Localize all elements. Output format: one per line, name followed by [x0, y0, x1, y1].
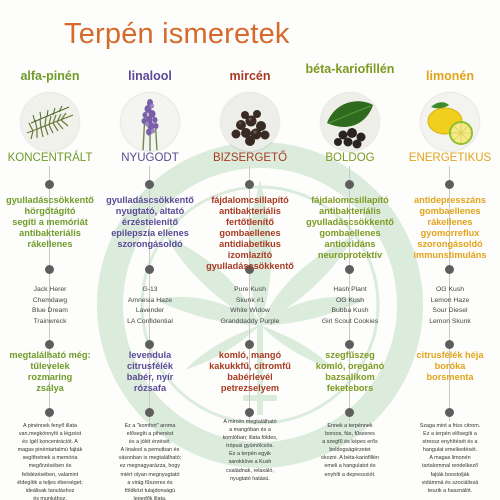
property-item: antibakteriális [219, 206, 281, 216]
source-item: boróka [434, 361, 466, 371]
property-item: szorongásoldó [117, 239, 183, 249]
description-line: felidézésében, valamint [21, 471, 79, 478]
description-line: stressz enyhítését és a [422, 439, 478, 446]
sources-list [300, 350, 400, 394]
effect-label: BIZSERGETŐ [212, 152, 288, 164]
description-line: elősegíti a pihenést [126, 431, 174, 438]
strain-item: Jack Herer [33, 286, 67, 293]
timeline-dot [145, 340, 154, 349]
source-item: citrusfélék [127, 361, 173, 371]
property-item: gyulladáscsökkentő [206, 261, 294, 271]
description-text [103, 422, 197, 500]
terpene-name-limonen: limonén [426, 69, 474, 83]
property-item: fertőtlenítő [226, 217, 274, 227]
description-line: boldogságérzetet [329, 447, 371, 454]
property-item: epilepszia ellenes [111, 228, 189, 238]
property-item: neuroprotektív [317, 250, 383, 260]
description-line: van,megkönnyíti a légzést [18, 431, 82, 438]
timeline-dot [45, 180, 54, 189]
property-item: szorongásoldó [417, 239, 483, 249]
description-line: borsos, fás, fűszeres [325, 431, 375, 438]
property-item: gyomorreflux [420, 228, 480, 238]
strains-list [200, 285, 300, 327]
source-item: levendula [128, 350, 172, 360]
properties-list [300, 195, 400, 261]
source-item: komló, oregánó [315, 361, 385, 371]
property-item: nyugtató, altató [115, 206, 185, 216]
description-line: és ígél koncentrációt. A [22, 439, 78, 446]
strain-item: Trainwreck [33, 317, 67, 325]
property-item: antibakteriális [319, 206, 381, 216]
property-item: antidepresszáns [414, 195, 486, 205]
peppercorn-icon [221, 93, 279, 151]
description-line: és a jólét érzését. [128, 439, 172, 446]
rosemary-icon [21, 93, 79, 151]
timeline-dot [45, 340, 54, 349]
timeline-dot [245, 180, 254, 189]
description-text [403, 422, 497, 495]
strain-item: OG Kush [336, 296, 364, 304]
source-item: zsálya [36, 383, 64, 393]
property-item: antioxidáns [324, 239, 376, 249]
timeline-dot [45, 265, 54, 274]
description-line: Szaga mint a friss citrom. [419, 423, 481, 429]
description-line: vásonban is megtalálható; [118, 455, 182, 462]
strain-item: Lemon Haze [430, 296, 470, 304]
terpene-name-mircen: mircén [229, 69, 271, 83]
strain-item: Skunk #1 [235, 296, 265, 304]
description-line: a virág fűszeres és [127, 479, 173, 486]
description-line: a szegfű és képes erős [322, 439, 378, 446]
description-line: lepedők illata. [133, 495, 167, 500]
source-item: szegfűszeg [325, 350, 375, 360]
timeline-dot [445, 408, 454, 417]
source-item: babér, nyír [126, 372, 174, 382]
description-line: A mircén megtalálható [223, 419, 277, 425]
timeline-dot [445, 340, 454, 349]
source-item: tűlevelek [30, 361, 70, 371]
terpene-name-beta-kariofillen: béta-kariofillén [305, 62, 395, 76]
property-item: érzéstelenítő [121, 217, 179, 227]
black-pepper-leaf-icon [321, 93, 379, 151]
property-item: segíti a memóriát [12, 217, 88, 227]
property-item: gombaellenes [219, 228, 281, 238]
description-line: hangulat emelkedését. [422, 447, 478, 454]
strain-item: Lavender [135, 307, 165, 314]
lavender-icon [121, 93, 179, 151]
strain-item: LA Confidential [127, 317, 173, 325]
property-item: gyulladáscsökkentő [106, 195, 194, 205]
description-line: komlóban; illata földes, [222, 435, 278, 442]
timeline-dot [445, 180, 454, 189]
description-line: sarokköve a Kush [228, 459, 272, 466]
strain-item: OG Kush [436, 286, 464, 293]
properties-list [200, 195, 300, 272]
effect-label: KONCENTRÁLT [7, 152, 93, 164]
timeline-dot [345, 180, 354, 189]
effect-label: BOLDOG [325, 152, 375, 164]
strain-item: G-13 [142, 286, 158, 293]
strain-item: Girl Scout Cookies [321, 317, 379, 325]
source-item: borsmenta [426, 372, 474, 382]
description-text [303, 422, 397, 479]
timeline-dot [445, 265, 454, 274]
timeline-dot [145, 408, 154, 417]
strain-item: Sour Diesel [432, 307, 468, 314]
effect-label: ENERGETIKUS [408, 152, 492, 164]
description-line: A magas limonén [429, 455, 471, 462]
property-item: fájdalomcsillapító [311, 195, 389, 205]
description-line: segíthetnek a memória [22, 455, 78, 462]
description-line: okozni. A béta-kariofillén [320, 455, 380, 462]
strain-item: Pure Kush [234, 286, 266, 293]
property-item: fájdalomcsillapító [211, 195, 289, 205]
description-line: tartalommal rendelkező [421, 463, 479, 470]
lemon-lime-icon [421, 93, 479, 151]
strain-item: Blue Dream [32, 307, 68, 314]
page-title: Terpén ismeretek [64, 18, 290, 50]
source-item: megtalálható még: [9, 350, 91, 360]
terpene-image [421, 93, 479, 151]
description-line: megőrzésében és [28, 463, 72, 470]
property-item: gombaellenes [419, 206, 481, 216]
property-item: rákellenes [427, 217, 473, 227]
source-item: rozmaring [27, 372, 73, 382]
source-item: citrusfélék héja [416, 350, 484, 360]
properties-list [100, 195, 200, 250]
description-line: ez megnagyarázza, hogy [119, 463, 181, 470]
property-item: antibakteriális [19, 228, 81, 238]
description-line: nyugtató hatású. [230, 475, 270, 482]
strain-item: White Widow [230, 307, 270, 314]
effect-label: NYUGODT [121, 152, 179, 164]
description-line: a mangóban és a [229, 427, 271, 434]
sources-list [400, 350, 500, 383]
timeline-dot [45, 408, 54, 417]
description-line: fajták boostolják [430, 471, 470, 478]
strain-item: Chemdawg [32, 296, 68, 304]
source-item: rózsafa [133, 383, 167, 393]
description-line: ideálisak tanuláshoz [25, 487, 75, 494]
source-item: feketebors [326, 383, 374, 393]
timeline-dot [145, 265, 154, 274]
strain-item: Lemon Skunk [429, 317, 471, 325]
description-line: enyhíti a depressziót. [324, 471, 376, 478]
property-item: gyulladáscsökkentő [306, 217, 394, 227]
strain-item: Amnesia Haze [127, 296, 173, 304]
timeline-dot [145, 180, 154, 189]
terpene-image [221, 93, 279, 151]
strain-item: Bubba Kush [331, 307, 369, 314]
description-line: Ez a "komfort" aroma [124, 423, 176, 429]
property-item: gombaellenes [319, 228, 381, 238]
terpene-image [321, 93, 379, 151]
description-text [3, 422, 97, 500]
property-item: rákellenes [27, 239, 73, 249]
strains-list [100, 285, 200, 327]
terpene-image [21, 93, 79, 151]
source-item: komló, mangó [218, 350, 282, 360]
terpene-name-alfa-pinen: alfa-pinén [20, 69, 80, 83]
description-line: A linalool a pemutban és [120, 447, 180, 454]
description-line: és munkához. [33, 495, 67, 500]
timeline-dot [245, 408, 254, 417]
property-item: izomlazító [227, 250, 273, 260]
source-item: kakukkfű, citromfű [209, 361, 291, 371]
description-line: Ez a terpén egyik [229, 451, 271, 458]
description-text [203, 418, 297, 483]
description-line: trópusi gyümölcsös. [226, 443, 274, 450]
description-line: magas pinéntartalmú fajták [17, 447, 83, 454]
property-item: antidiabetikus [219, 239, 281, 249]
sources-list [0, 350, 100, 394]
properties-list [400, 195, 500, 261]
description-line: Ennek a terpénnek [327, 423, 373, 429]
description-line: éldegítik a teljes éberséget; [17, 479, 83, 486]
description-line: A pinénnek fenyő illata [23, 423, 77, 429]
description-line: családnak, relaxáló, [226, 467, 274, 474]
property-item: gyulladáscsökkentő [6, 195, 94, 205]
strains-list [300, 285, 400, 327]
strains-list [400, 285, 500, 327]
property-item: immunstimuláns [413, 250, 487, 260]
properties-list [0, 195, 100, 250]
description-line: teszik a használót. [427, 487, 473, 494]
source-item: bazsalikom [325, 372, 375, 382]
source-item: babérlevél [227, 372, 273, 382]
description-line: földközi tulajdonságú [124, 487, 176, 494]
terpene-image [121, 93, 179, 151]
terpene-name-linalool: linalool [128, 69, 172, 83]
sources-list [200, 350, 300, 394]
timeline-dot [245, 340, 254, 349]
description-line: miért olyan megnyugtató [120, 471, 180, 478]
timeline-dot [345, 340, 354, 349]
description-line: Ez a terpén elősegíti a [423, 431, 477, 438]
sources-list [100, 350, 200, 394]
strains-list [0, 285, 100, 327]
description-line: vidámmá és szociálissá [421, 479, 479, 486]
strain-item: Hash Plant [333, 286, 367, 293]
property-item: hörgőtágító [24, 206, 76, 216]
source-item: petrezselyem [220, 383, 280, 393]
timeline-dot [345, 265, 354, 274]
timeline-dot [345, 408, 354, 417]
description-line: emeli a hangulatot és [324, 463, 376, 470]
strain-item: Granddaddy Purple [220, 317, 280, 325]
